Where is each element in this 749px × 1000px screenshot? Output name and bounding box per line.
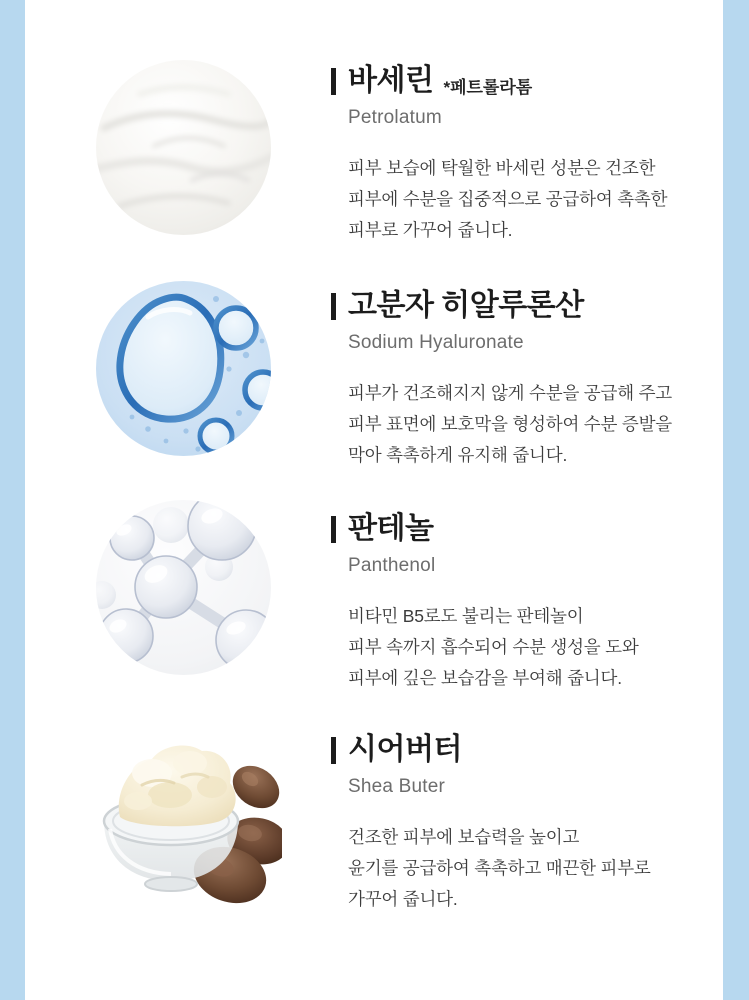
petrolatum-description — [348, 153, 727, 246]
panthenol-title-en: Panthenol — [348, 555, 436, 576]
description-line: 피부에 깊은 보습감을 부여해 줍니다. — [348, 668, 622, 688]
shea-butter-image — [90, 729, 282, 909]
section-hyaluronate — [0, 281, 749, 466]
panthenol-text — [331, 512, 727, 694]
water-drops-image — [96, 281, 271, 456]
hyaluronate-description — [348, 378, 727, 471]
description-line: 피부로 가꾸어 줍니다. — [348, 220, 513, 240]
shea-butter-text — [331, 733, 727, 915]
description-line: 피부 속까지 흡수되어 수분 생성을 도와 — [348, 637, 639, 657]
petrolatum-title-row — [331, 64, 727, 98]
panthenol-title-ko: 판테놀 — [348, 512, 434, 545]
description-line: 피부 표면에 보호막을 형성하여 수분 증발을 — [348, 414, 672, 434]
petrolatum-text — [331, 64, 727, 246]
section-shea-butter — [0, 719, 749, 909]
title-accent-bar — [331, 737, 336, 764]
shea-butter-title-row — [331, 733, 727, 767]
petrolatum-title-note: *페트롤라톰 — [443, 77, 533, 97]
petrolatum-title-en: Petrolatum — [348, 107, 442, 128]
description-line: 윤기를 공급하여 촉촉하고 매끈한 피부로 — [348, 858, 651, 878]
description-line: 건조한 피부에 보습력을 높이고 — [348, 827, 580, 847]
panthenol-title-row — [331, 512, 727, 546]
title-accent-bar — [331, 68, 336, 95]
petrolatum-title-ko: 바세린 — [348, 64, 434, 97]
title-accent-bar — [331, 516, 336, 543]
cream-texture-image — [96, 60, 271, 235]
section-petrolatum — [0, 60, 749, 245]
section-panthenol — [0, 500, 749, 688]
panthenol-description — [348, 601, 727, 694]
shea-butter-description — [348, 822, 727, 915]
hyaluronate-title-ko: 고분자 히알루론산 — [348, 289, 584, 322]
hyaluronate-title-en: Sodium Hyaluronate — [348, 332, 524, 353]
hyaluronate-text — [331, 289, 727, 471]
description-line: 가꾸어 줍니다. — [348, 889, 458, 909]
molecule-image — [96, 500, 271, 675]
shea-butter-title-ko: 시어버터 — [348, 733, 462, 766]
description-line: 피부에 수분을 집중적으로 공급하여 촉촉한 — [348, 189, 668, 209]
description-line: 막아 촉촉하게 유지해 줍니다. — [348, 445, 568, 465]
description-line: 피부 보습에 탁월한 바세린 성분은 건조한 — [348, 158, 656, 178]
title-accent-bar — [331, 293, 336, 320]
shea-butter-title-en: Shea Buter — [348, 776, 446, 797]
description-line: 비타민 B5로도 불리는 판테놀이 — [348, 606, 584, 626]
description-line: 피부가 건조해지지 않게 수분을 공급해 주고 — [348, 383, 672, 403]
hyaluronate-title-row — [331, 289, 727, 323]
